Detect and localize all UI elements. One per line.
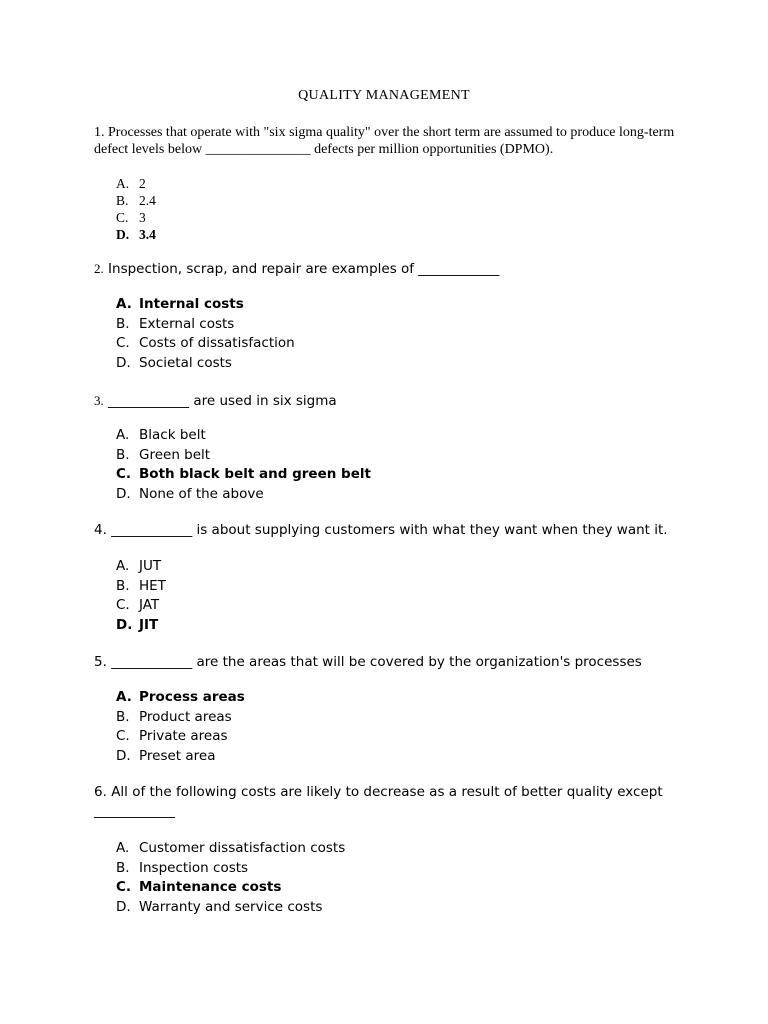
question-number: 2. [94, 261, 104, 276]
options-list-3 [116, 426, 516, 504]
option-a: A. Customer dissatisfaction costs [116, 840, 346, 856]
question-5 [94, 653, 694, 672]
option-c: C. Private areas [116, 728, 228, 744]
option-d: D. Warranty and service costs [116, 898, 323, 915]
question-3 [94, 391, 694, 411]
question-number: 3. [94, 393, 104, 408]
question-text: Inspection, scrap, and repair are examples of ____________ [108, 261, 500, 277]
question-text: ____________ are used in six sigma [108, 393, 337, 409]
option-a: A. JUT [116, 558, 162, 574]
page-title: QUALITY MANAGEMENT [298, 88, 470, 103]
option-d-correct: D. 3.4 [116, 227, 156, 242]
option-b: B. HET [116, 577, 166, 594]
question-number: 6. [94, 784, 107, 800]
option-d: D. Preset area [116, 747, 216, 764]
options-list-2 [116, 295, 516, 373]
question-number: 5. [94, 654, 107, 670]
question-number: 1. [94, 125, 105, 140]
option-a-correct: A. Internal costs [116, 296, 244, 312]
option-a: A. Black belt [116, 427, 206, 443]
options-list-5 [116, 688, 516, 766]
question-1 [94, 124, 694, 158]
option-c-correct: C. Both black belt and green belt [116, 466, 371, 482]
question-4 [94, 521, 694, 540]
options-list-6 [116, 839, 516, 917]
option-b: B. Product areas [116, 708, 232, 725]
option-c-correct: C. Maintenance costs [116, 879, 282, 895]
option-a: A. 2 [116, 176, 146, 191]
options-list-1 [116, 175, 516, 243]
option-c: C. JAT [116, 597, 160, 613]
question-text: ____________ is about supplying customers with what they want when they want it. [111, 522, 668, 538]
option-a-correct: A. Process areas [116, 689, 245, 705]
option-b: B. Green belt [116, 446, 211, 463]
question-6 [94, 783, 694, 821]
question-text: ____________ are the areas that will be covered by the organization's processes [111, 654, 642, 670]
option-c: C. 3 [116, 210, 146, 225]
question-2 [94, 259, 694, 279]
option-d: D. None of the above [116, 485, 264, 502]
question-text: Processes that operate with "six sigma quality" over the short term are assumed to produce long-term defect levels below _______________ defects per million opportunities (DPMO). [94, 125, 675, 157]
option-d: D. Societal costs [116, 354, 232, 371]
option-b: B. External costs [116, 315, 235, 332]
option-d-correct: D. JIT [116, 616, 159, 633]
option-c: C. Costs of dissatisfaction [116, 335, 295, 351]
question-number: 4. [94, 522, 107, 538]
option-b: B. 2.4 [116, 193, 156, 208]
question-text: All of the following costs are likely to decrease as a result of better quality except ____________ [94, 784, 663, 819]
option-b: B. Inspection costs [116, 859, 249, 876]
options-list-4 [116, 557, 516, 635]
